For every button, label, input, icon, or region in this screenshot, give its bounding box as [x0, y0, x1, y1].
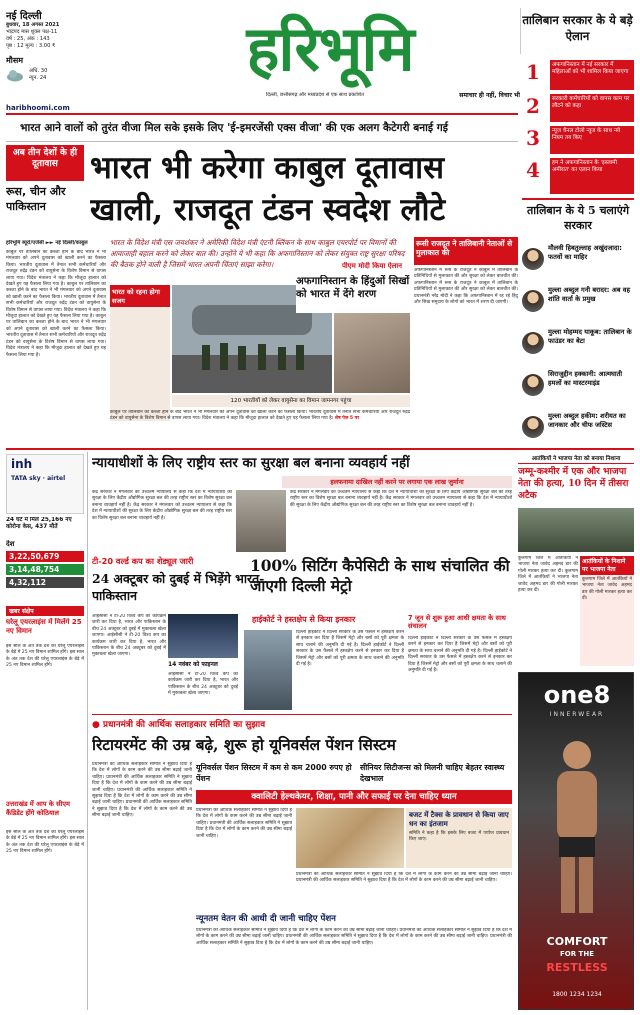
security-text-3: केंद्र सरकार ने मंगलवार को उच्चतम न्यायालय से कहा कि देश में न्यायाधीशों की सुरक्षा के लिए केंद्रीय औद्योगिक सुरक्षा बल की तरह राष्ट्रीय स्तर का विशेष सुरक्षा बल बनाना व्यवहार्य नहीं है। [290, 490, 512, 502]
main-body-text-2: काबुल पर तालिबान का कब्जा होने के बाद भारत ने भी मंगलवार को अपने दूतावास को खाली करने का फैसला किया। भारतीय दूतावास में तैनात सभी कर्मचारियों और राजदूत रुद्रेंद्र टंडन को वायुसेना के विशेष विमान से वापस लाया गया। विदेश मंत्रालय ने कहा कि मौजूदा हालात को देखते हुए यह फैसला लिया गया है। [6, 282, 106, 320]
website: haribhoomi.com [6, 104, 70, 112]
leader-name: मुल्ला मोहम्मद याकूब: तालिबान के फाउंडर का बेटा [548, 328, 632, 345]
ad-tagline-3: RESTLESS [546, 961, 608, 974]
ad-tagline [519, 935, 634, 974]
jk-box [580, 556, 634, 666]
main-body-text-3: काबुल पर तालिबान का कब्जा होने के बाद भारत ने भी मंगलवार को अपने दूतावास को खाली करने का फैसला किया। भारतीय दूतावास में तैनात सभी कर्मचारियों और राजदूत रुद्रेंद्र टंडन को वायुसेना के विशेष विमान से वापस लाया गया। विदेश मंत्रालय ने कहा कि मौजूदा हालात को देखते हुए यह फैसला लिया गया है। [6, 314, 106, 358]
cricket-side: आईसीसी ने टी-20 विश्व कप का कार्यक्रम जारी कर दिया है, भारत और पाकिस्तान के बीच 24 अक्टूबर को दुबई में मुकाबला खेला जाएगा। [168, 672, 238, 697]
ad-logo-inh: inh [11, 457, 33, 471]
pension-kicker-text: प्रधानमंत्री की आर्थिक सलाहकार समिति का सुझाव [103, 720, 266, 730]
jk-label: आतंकियों ने भाजपा नेता को बनाया निशाना [518, 454, 634, 464]
jk-box-title: आतंकियों के निशाने पर भाजपा नेता [580, 556, 634, 575]
weather-min: न्यून. 24 [29, 75, 47, 81]
covid-deaths: 4,32,112 [6, 577, 84, 588]
pension-col4-text-4: प्रधानमंत्री की आर्थिक सलाहकार समिति ने सुझाव दिया है कि देश में लोगों के काम करने की उम्र सीमा बढ़ाई जानी चाहिए। [196, 934, 512, 946]
covid-box [6, 540, 84, 600]
cricket-body [92, 614, 166, 704]
top-strip: भारत आने वालों को तुरंत वीजा मिल सके इसके लिए 'ई-इमरजेंसी एक्स वीजा' की एक अलग कैटेगरी बनाई गई [20, 122, 448, 134]
pension-col3-text: प्रधानमंत्री की आर्थिक सलाहकार समिति ने सुझाव दिया है कि देश में लोगों के काम करने की उम्र सीमा बढ़ाई जानी चाहिए। [296, 872, 512, 877]
left-kicker-title: अब तीन देशों के ही दूतावास [6, 145, 84, 181]
ad-tata-sky: TATA sky ⋅ airtel [11, 475, 66, 482]
jk-text: कुलगाम जिले में आतंकियों ने भाजपा नेता जावेद अहमद डार की गोली मारकर हत्या कर दी। [518, 556, 578, 574]
leader-photo [522, 290, 544, 312]
leader-row [522, 326, 634, 366]
jk-box-text: कुलगाम जिले में आतंकियों ने भाजपा नेता जावेद अहमद डार की गोली मारकर हत्या कर दी। [582, 577, 632, 602]
leader-photo [522, 248, 544, 270]
left-news2-text: इस साल के अंत तक देश की घरेलू एयरलाइंस के बेड़े में 25 नए विमान शामिल होंगे। [6, 830, 84, 842]
model-figure [537, 733, 617, 913]
ad-tagline-1: COMFORT [546, 935, 608, 948]
russia-box-text-2: अफगानिस्तान में रूस के राजदूत ने काबुल में तालिबान के प्रतिनिधियों से मुलाकात की और सुरक्षा को लेकर बातचीत की। [414, 280, 518, 293]
section-rule [6, 448, 634, 450]
metro-side-title: 7 जून से शुरू हुआ आधी क्षमता के साथ संचालन [408, 614, 506, 631]
left-news2-text-2: इस साल के अंत तक देश की घरेलू एयरलाइंस के बेड़े में 25 नए विमान शामिल होंगे। [6, 836, 84, 855]
left-kicker-body: रूस, चीन और पाकिस्तान [6, 185, 66, 213]
jk-text-2: कुलगाम जिले में आतंकियों ने भाजपा नेता जावेद अहमद डार की गोली मारकर हत्या कर दी। [518, 568, 578, 594]
leader-photo [522, 332, 544, 354]
metro-side-text: दिल्ली हाईकोर्ट ने दिल्ली सरकार के उस फैसले में हस्तक्षेप करने से इनकार कर दिया है जिसमें मेट्रो और बसों को पूरी क्षमता के साथ चलाने की अनुमति दी गई है। [408, 636, 512, 654]
pension-text-2: प्रधानमंत्री की आर्थिक सलाहकार समिति ने सुझाव दिया है कि देश में लोगों के काम करने की उम्र सीमा बढ़ाई जानी चाहिए। [92, 774, 192, 793]
right-panel-title: तालिबान सरकार के ये बड़े ऐलान [522, 13, 633, 43]
metro-headline: 100% सिटिंग कैपेसिटी के साथ संचालित की जाएगी दिल्ली मेट्रो [250, 557, 510, 595]
main-body-col2-text: काबुल पर तालिबान का कब्जा होने के बाद भारत ने भी मंगलवार को अपने दूतावास को खाली करने का फैसला किया। भारतीय दूतावास में तैनात सभी कर्मचारियों और राजदूत रुद्रेंद्र टंडन को वायुसेना के विशेष विमान से वापस लाया गया। विदेश मंत्रालय ने कहा कि मौजूदा हालात को देखते हुए यह फैसला लिया गया है। [110, 410, 410, 422]
weather-max: अधि. 30 [29, 68, 48, 74]
covid-headline: 24 घंटे में मिले 25,166 नए कोरोना केस, 437 मौतें [6, 517, 72, 530]
item-number-3: 3 [526, 126, 540, 150]
brief-label: खबर संक्षेप [6, 606, 84, 616]
pension-bullet: ● [92, 720, 103, 730]
security-text-2: केंद्र सरकार ने मंगलवार को उच्चतम न्यायालय से कहा कि देश में न्यायाधीशों की सुरक्षा के लिए केंद्रीय औद्योगिक सुरक्षा बल की तरह राष्ट्रीय स्तर का विशेष सुरक्षा बल बनाना व्यवहार्य नहीं है। [92, 502, 232, 521]
pension-body [92, 762, 192, 1010]
leader-photo [522, 374, 544, 396]
left-news1-text: इस साल के अंत तक देश की घरेलू एयरलाइंस के बेड़े में 25 नए विमान शामिल होंगे। [6, 644, 84, 656]
main-headline-1: भारत भी करेगा काबुल दूतावास [90, 150, 445, 186]
pm-kicker: पीएम मोदी किया ऐलान [341, 262, 403, 270]
leader-name: सिराजुद्दीन हक्कानी: आत्मघाती हमलों का मास्टरमाइंड [548, 370, 623, 387]
main-body-col2 [110, 410, 410, 446]
covid-total: 3,22,50,679 [6, 551, 84, 562]
cloud-icon [6, 68, 24, 82]
bank-box [406, 808, 512, 868]
covid-country: देश [6, 540, 15, 548]
left-news1-body [6, 644, 84, 794]
see-page-link[interactable]: शेष पेज 5 पर [334, 416, 360, 422]
ad-tagline-2: FOR THE [560, 950, 594, 958]
caption-box [110, 285, 170, 421]
covid-recovered: 3,14,48,754 [6, 564, 84, 575]
item-number-2: 2 [526, 94, 540, 118]
city: नई दिल्ली [6, 11, 42, 22]
leader-row [522, 284, 634, 324]
pm-headline: अफगानिस्तान के हिंदुओं सिखों को भारत में देंगे शरण [296, 275, 410, 313]
metro-body [296, 630, 404, 710]
security-body [92, 490, 232, 552]
jk-body [518, 556, 578, 666]
weather-detail [6, 68, 116, 82]
pension-col2 [196, 808, 292, 904]
tagline: दिल्ली, छत्तीसगढ़ और मध्यप्रदेश से एक साथ प्रकाशित [265, 92, 365, 98]
year-line: वर्ष : 25, अंक : 143 [6, 36, 50, 42]
divider [6, 141, 518, 142]
security-text-4: केंद्र सरकार ने मंगलवार को उच्चतम न्यायालय से कहा कि देश में न्यायाधीशों की सुरक्षा के लिए केंद्रीय औद्योगिक सुरक्षा बल की तरह राष्ट्रीय स्तर का विशेष सुरक्षा बल बनाना व्यवहार्य नहीं है। [290, 496, 512, 508]
pension-text-3: प्रधानमंत्री की आर्थिक सलाहकार समिति ने सुझाव दिया है कि देश में लोगों के काम करने की उम्र सीमा बढ़ाई जानी चाहिए। [92, 787, 192, 806]
jk-headline: जम्मू-कश्मीर में एक और भाजपा नेता की हत्या, 10 दिन में तीसरा अटैक [518, 466, 629, 501]
pension-col4-text-3: प्रधानमंत्री की आर्थिक सलाहकार समिति ने सुझाव दिया है कि देश में लोगों के काम करने की उम्र सीमा बढ़ाई जानी चाहिए। [285, 934, 489, 940]
pension-col4-text-2: प्रधानमंत्री की आर्थिक सलाहकार समिति ने सुझाव दिया है कि देश में लोगों के काम करने की उम्र सीमा बढ़ाई जानी चाहिए। [196, 928, 512, 940]
column-divider [87, 452, 88, 1010]
left-news2-title: उत्तराखंड में आप के सीएम कैंडिडेट होंगे कोठियाल [6, 800, 70, 817]
date: बुधवार, 18 अगस्त 2021 [6, 22, 60, 28]
russia-box-text-3: प्रधानमंत्री नरेंद्र मोदी ने कहा कि अफगानिस्तान में रह रहे हिंदू और सिख समुदाय के लोगों को भारत में शरण दी जाएगी। [414, 293, 518, 306]
pension-text-4: प्रधानमंत्री की आर्थिक सलाहकार समिति ने सुझाव दिया है कि देश में लोगों के काम करने की उम्र सीमा बढ़ाई जानी चाहिए। [92, 800, 192, 819]
metro-text-2: दिल्ली हाईकोर्ट ने दिल्ली सरकार के उस फैसले में हस्तक्षेप करने से इनकार कर दिया है जिसमें मेट्रो और बसों को पूरी क्षमता के साथ चलाने की अनुमति दी गई है। [296, 642, 404, 668]
main-body [6, 250, 106, 446]
ad-broadband [6, 454, 84, 514]
ad-brand: one8 [543, 681, 611, 709]
cricket-text-2: आईसीसी ने टी-20 विश्व कप का कार्यक्रम जारी कर दिया है, भारत और पाकिस्तान के बीच 24 अक्टूबर को दुबई में मुकाबला खेला जाएगा। [92, 633, 166, 658]
security-body-col2 [290, 490, 512, 552]
item-number-1: 1 [526, 60, 540, 84]
metro-text: दिल्ली हाईकोर्ट ने दिल्ली सरकार के उस फैसले में हस्तक्षेप करने से इनकार कर दिया है जिसमें मेट्रो और बसों को पूरी क्षमता के साथ चलाने की अनुमति दी गई है। [296, 630, 404, 648]
price-line: पृष्ठ : 12 मूल्य : 3.00 ₹ [6, 43, 56, 49]
caption-title: भारत को रहना होगा सजग [110, 285, 170, 307]
metro-side-text-2: दिल्ली हाईकोर्ट ने दिल्ली सरकार के उस फैसले में हस्तक्षेप करने से इनकार कर दिया है जिसमें मेट्रो और बसों को पूरी क्षमता के साथ चलाने की अनुमति दी गई है। [408, 648, 512, 674]
cricket-text: आईसीसी ने टी-20 विश्व कप का कार्यक्रम जारी कर दिया है, भारत और पाकिस्तान के बीच 24 अक्टूबर को दुबई में मुकाबला खेला जाएगा। [92, 614, 166, 639]
slogan: समाचार ही नहीं, विचार भी [459, 92, 520, 99]
leader-photo [522, 416, 544, 438]
ad-phone: 1800 1234 1234 [552, 991, 602, 998]
right-panel [520, 8, 634, 54]
pension-kicker [92, 718, 512, 732]
left-news1-title: घरेलू एयरलाइंस में मिलेंगे 25 नए विमान [6, 618, 82, 635]
pension-text: प्रधानमंत्री की आर्थिक सलाहकार समिति ने सुझाव दिया है कि देश में लोगों के काम करने की उम्र सीमा बढ़ाई जानी चाहिए। [92, 762, 192, 780]
right-item-3: न्यूज चैनल टोलो न्यूज के साथ नये नियम तय किए [550, 126, 634, 154]
samvat: भाद्रपद मास शुक्ल पक्ष-11 [6, 29, 58, 35]
russia-box-body [414, 268, 518, 446]
metro-side-body [408, 636, 512, 710]
leaders-list [522, 242, 634, 447]
masthead-logo [160, 10, 500, 95]
main-body-text: काबुल पर तालिबान का कब्जा होने के बाद भारत ने भी मंगलवार को अपने दूतावास को खाली करने का फैसला किया। भारतीय दूतावास में तैनात सभी कर्मचारियों और राजदूत रुद्रेंद्र टंडन को वायुसेना के विशेष विमान से वापस लाया गया। विदेश मंत्रालय ने कहा कि मौजूदा हालात को देखते हुए यह फैसला लिया गया है। [6, 250, 106, 288]
court-photo [236, 490, 286, 552]
right-item-2: सरकारी कर्मचारियों को वापस काम पर लौटने को कहा [550, 94, 634, 122]
main-byline: हरिभूमि ब्यूरो/एजेंसी ►► नई दिल्ली/काबुल [6, 240, 88, 246]
left-news2-body [6, 830, 84, 1010]
pension-headline: रिटायरमेंट की उम्र बढ़े, शुरू हो यूनिवर्सल पेंशन सिस्टम [92, 736, 396, 754]
pension-col3 [296, 872, 512, 910]
item-number-4: 4 [526, 158, 540, 182]
masthead-rule [6, 113, 518, 115]
dateline-box [6, 8, 116, 118]
pension-col3-text-2: प्रधानमंत्री की आर्थिक सलाहकार समिति ने सुझाव दिया है कि देश में लोगों के काम करने की उम्र सीमा बढ़ाई जानी चाहिए। [296, 878, 497, 884]
leader-row [522, 242, 634, 282]
pension-col2-text: प्रधानमंत्री की आर्थिक सलाहकार समिति ने सुझाव दिया है कि देश में लोगों के काम करने की उम्र सीमा बढ़ाई जानी चाहिए। [196, 808, 292, 826]
pension-col4-text: प्रधानमंत्री की आर्थिक सलाहकार समिति ने सुझाव दिया है कि देश में लोगों के काम करने की उम्र सीमा बढ़ाई जानी चाहिए। [196, 928, 398, 933]
leader-name: मुल्ला अब्दुल गनी बरादर: अब वह शांति वार्ता के प्रमुख [548, 286, 630, 303]
right-item-1: अफगानिस्तान में नई सरकार में महिलाओं को भी शामिल किया जाएगा [550, 60, 634, 90]
logo-text: हरिभूमि [246, 12, 414, 85]
pension-side-b: सीनियर सिटीजन्स को मिलनी चाहिए बेहतर स्वास्थ्य देखभाल [360, 763, 505, 783]
leaders-title: तालिबान के ये 5 चलाएंगे सरकार [522, 198, 634, 236]
cricket-headline: 24 अक्टूबर को दुबई में भिड़ेंगे भारत-पाकिस्तान [92, 571, 265, 603]
pension-col4 [196, 928, 512, 1010]
pension-rule [92, 714, 512, 715]
bank-box-title: बजट में टैक्स के प्रावधान से किया जाए धन का इंतजाम [409, 811, 509, 828]
main-headline-2: खाली, राजदूत टंडन स्वदेश लौटे [90, 192, 446, 228]
right-item-4: हम ने अफगानिस्तान के 'इस्लामी अमीरात' का एलान किया [550, 158, 634, 194]
russia-box-title: रूसी राजदूत ने तालिबानी नेताओं से मुलाकात की [414, 237, 518, 265]
stadium-photo [168, 614, 238, 658]
security-headline: न्यायाधीशों के लिए राष्ट्रीय स्तर का सुरक्षा बल बनाना व्यवहार्य नहीं [92, 455, 410, 471]
leader-row [522, 368, 634, 408]
cricket-kicker: टी-20 वर्ल्ड कप का शेड्यूल जारी [92, 556, 194, 566]
bank-box-body: समिति ने कहा है कि इसके लिए बजट में पर्याप्त प्रावधान किए जाएं। [409, 831, 509, 843]
leader-row [522, 410, 634, 447]
pension-bar: क्वालिटी हेल्थकेयर, शिक्षा, पानी और सफाई पर देना चाहिए ध्यान [196, 790, 512, 804]
metro-photo [244, 630, 292, 710]
pension-side-a: यूनिवर्सल पेंशन सिस्टम में कम से कम 2000 रुपए हो पेंशन [196, 763, 352, 783]
security-text: केंद्र सरकार ने मंगलवार को उच्चतम न्यायालय से कहा कि देश में न्यायाधीशों की सुरक्षा के लिए केंद्रीय औद्योगिक सुरक्षा बल की तरह राष्ट्रीय स्तर का विशेष सुरक्षा बल बनाना व्यवहार्य नहीं है। [92, 490, 232, 508]
cricket-final-label: 14 नवंबर को फाइनल [168, 661, 218, 668]
innerwear-ad[interactable] [518, 672, 634, 1010]
russia-box-text: अफगानिस्तान में रूस के राजदूत ने काबुल में तालिबान के प्रतिनिधियों से मुलाकात की और सुरक्षा को लेकर बातचीत की। [414, 268, 518, 280]
weather [6, 55, 116, 66]
leader-name: मुल्ला अब्दुल हकीम: शरीयत का जानकार और चीफ जस्टिस [548, 412, 626, 429]
currency-photo [296, 808, 404, 868]
ad-sub: INNERWEAR [549, 711, 605, 718]
leader-name: मौलवी हिबतुल्लाह अखुंदजादा: फतवों का माहिर [548, 244, 622, 261]
main-intro: भारत के विदेश मंत्री एस जयशंकर ने अमेरिकी विदेश मंत्री एंटनी ब्लिंकन के साथ काबुल एयरपोर्ट पर विमानों की आवाजाही बहाल करने को लेकर बात की। उन्होंने ये भी कहा कि अफगानिस्तान को लेकर संयुक्त राष्ट्र सुरक्षा परिषद की बैठक होने वाली है जिसमें भारत अपनी चिंताएं साझा करेगा। [110, 238, 405, 269]
weather-label: मौसम [6, 56, 24, 65]
pension-col2-text-2: प्रधानमंत्री की आर्थिक सलाहकार समिति ने सुझाव दिया है कि देश में लोगों के काम करने की उम्र सीमा बढ़ाई जानी चाहिए। [196, 820, 292, 839]
jk-photo [518, 508, 634, 552]
photo-caption: 120 भारतीयों को लेकर वायुसेना का विमान जामनगर पहुंचा [172, 395, 410, 407]
security-sub: हलफनामा दाखिल नहीं करने पर लगाया एक लाख जुर्माना [282, 476, 512, 488]
left-news1-text-2: इस साल के अंत तक देश की घरेलू एयरलाइंस के बेड़े में 25 नए विमान शामिल होंगे। [6, 650, 84, 669]
metro-kicker: हाईकोर्ट ने हस्तक्षेप से किया इनकार [252, 615, 356, 624]
pension-bottom: न्यूनतम वेतन की आधी दी जानी चाहिए पेंशन [196, 914, 336, 924]
